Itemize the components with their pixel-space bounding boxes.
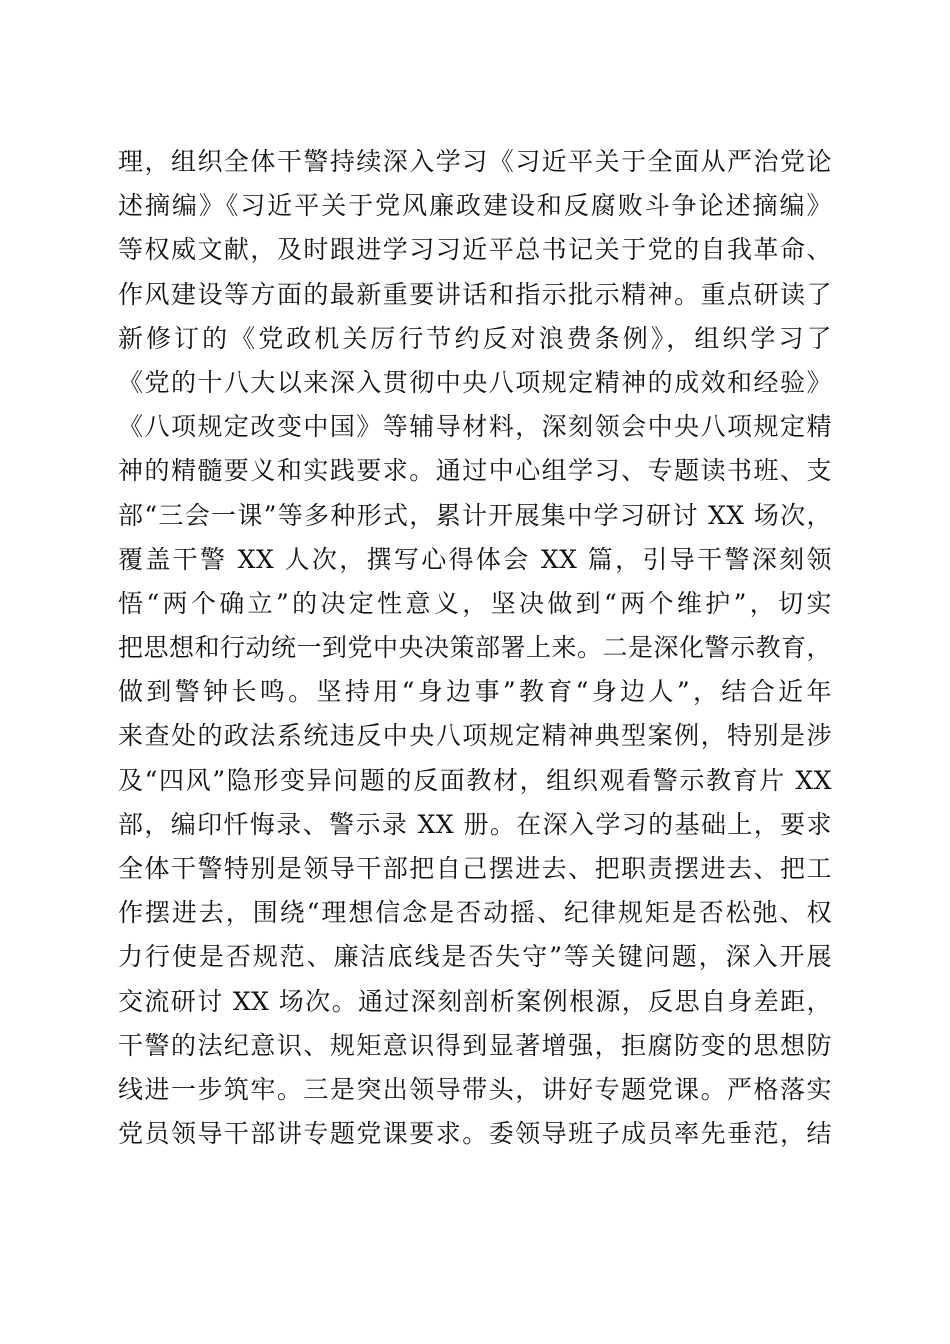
text-line: 作摆进去，围绕“理想信念是否动摇、纪律规矩是否松弛、权	[118, 898, 832, 928]
text-line: 及“四风”隐形变异问题的反面教材，组织观看警示教育片 XX	[118, 765, 832, 795]
text-line: 把思想和行动统一到党中央决策部署上来。二是深化警示教育，	[118, 633, 833, 663]
text-line: 做到警钟长鸣。坚持用“身边事”教育“身边人”，结合近年	[118, 677, 832, 707]
text-line: 悟“两个确立”的决定性意义，坚决做到“两个维护”，切实	[118, 588, 832, 618]
text-line: 线进一步筑牢。三是突出领导带头，讲好专题党课。严格落实	[118, 1074, 832, 1104]
text-line: 干警的法纪意识、规矩意识得到显著增强，拒腐防变的思想防	[118, 1030, 832, 1060]
text-line: 部“三会一课”等多种形式，累计开展集中学习研讨 XX 场次，	[118, 500, 832, 530]
text-line: 等权威文献，及时跟进学习习近平总书记关于党的自我革命、	[118, 235, 832, 265]
text-line: 全体干警特别是领导干部把自己摆进去、把职责摆进去、把工	[118, 854, 832, 883]
text-line: 述摘编》《习近平关于党风廉政建设和反腐败斗争论述摘编》	[118, 191, 832, 221]
text-line: 《党的十八大以来深入贯彻中央八项规定精神的成效和经验》	[118, 367, 832, 397]
text-line: 交流研讨 XX 场次。通过深刻剖析案例根源，反思自身差距，	[118, 986, 832, 1016]
text-line: 作风建设等方面的最新重要讲话和指示批示精神。重点研读了	[118, 279, 832, 309]
text-line: 来查处的政法系统违反中央八项规定精神典型案例，特别是涉	[118, 721, 832, 751]
text-line: 理，组织全体干警持续深入学习《习近平关于全面从严治党论	[118, 147, 832, 176]
text-line: 党员领导干部讲专题党课要求。委领导班子成员率先垂范，结	[118, 1119, 832, 1149]
text-line: 力行使是否规范、廉洁底线是否失守”等关键问题，深入开展	[118, 942, 832, 972]
text-line: 部，编印忏悔录、警示录 XX 册。在深入学习的基础上，要求	[118, 809, 832, 839]
body-paragraph	[118, 140, 832, 1156]
text-line: 神的精髓要义和实践要求。通过中心组学习、专题读书班、支	[118, 456, 832, 486]
text-line: 覆盖干警 XX 人次，撰写心得体会 XX 篇，引导干警深刻领	[118, 544, 832, 574]
text-line: 新修订的《党政机关厉行节约反对浪费条例》，组织学习了	[118, 323, 832, 353]
text-line: 《八项规定改变中国》等辅导材料，深刻领会中央八项规定精	[118, 412, 832, 442]
